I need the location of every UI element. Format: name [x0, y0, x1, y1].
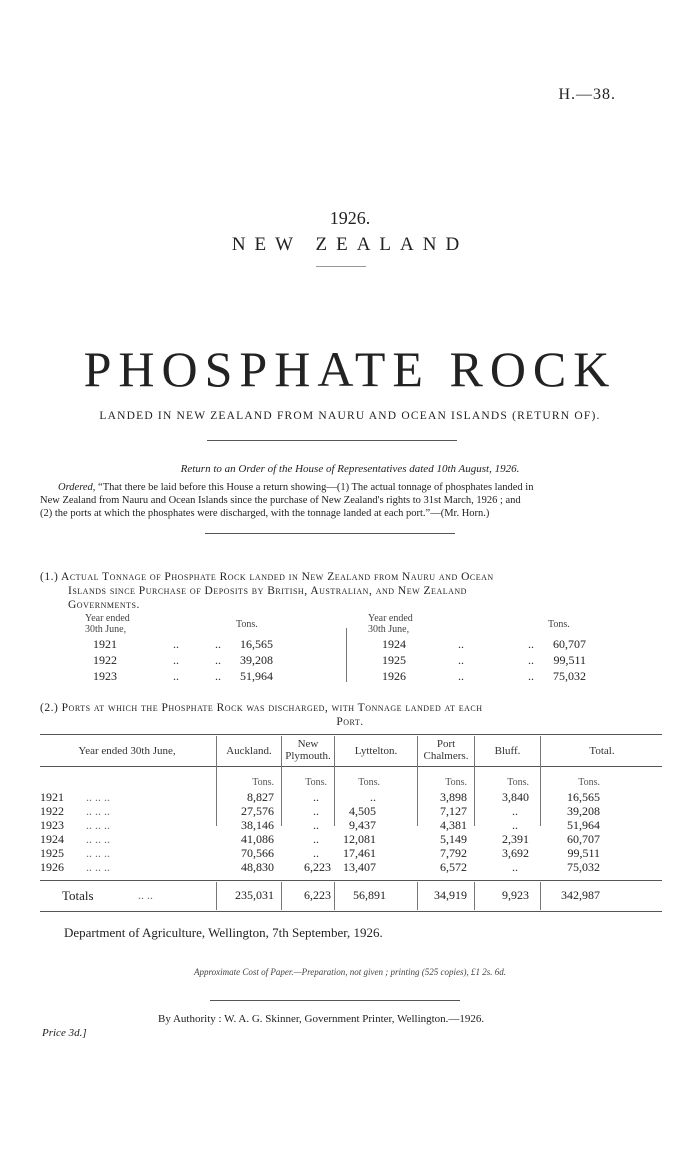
- col-divider: [540, 736, 541, 826]
- cell-port-chalmers: 5,149: [440, 832, 467, 846]
- cell-total: 99,511: [567, 846, 600, 860]
- col-divider: [417, 736, 418, 826]
- cost-of-paper: Approximate Cost of Paper.—Preparation, not given ; printing (525 copies), £1 2s. 6d.: [193, 967, 507, 977]
- col-year-label-line2: 30th June,: [368, 624, 410, 635]
- cell-total: 51,964: [567, 818, 600, 832]
- table-bottom-rule: [40, 911, 662, 912]
- row-dots: .. .. ..: [86, 804, 110, 818]
- col-divider: [281, 736, 282, 826]
- ordered-text-line2: New Zealand from Nauru and Ocean Islands since the purchase of New Zealand's rights to 31st March, 1926 ; and: [40, 495, 521, 506]
- cell-port-chalmers: 6,572: [440, 860, 467, 874]
- col-divider: [540, 882, 541, 910]
- cell-port-chalmers: 3,898: [440, 790, 467, 804]
- dots: ..: [173, 653, 179, 667]
- ordered-text-line3: (2) the ports at which the phosphates were discharged, with the tonnage landed at each port.”—(Mr. Horn.): [40, 508, 490, 519]
- col-divider: [216, 882, 217, 910]
- dots: ..: [458, 653, 464, 667]
- section1-heading-line3: Governments.: [68, 599, 140, 611]
- unit-port-chalmers: Tons.: [445, 777, 467, 788]
- department-signature: Department of Agriculture, Wellington, 7th September, 1926.: [64, 925, 383, 940]
- cell-port-chalmers: 4,381: [440, 818, 467, 832]
- table-header-rule: [40, 766, 662, 767]
- cell-lyttelton: 4,505: [349, 804, 376, 818]
- printer-authority: By Authority : W. A. G. Skinner, Government Printer, Wellington.—1926.: [158, 1013, 485, 1025]
- cell-bluff: 3,692: [502, 846, 529, 860]
- cell-auckland: 38,146: [241, 818, 274, 832]
- cell-lyttelton: 9,437: [349, 818, 376, 832]
- return-order-line: Return to an Order of the House of Representatives dated 10th August, 1926.: [180, 463, 520, 475]
- cell-total: 39,208: [567, 804, 600, 818]
- tons-cell: 75,032: [553, 669, 586, 683]
- cell-auckland: 27,576: [241, 804, 274, 818]
- dots: ..: [528, 653, 534, 667]
- cell-bluff: ..: [512, 804, 518, 818]
- row-dots: .. .. ..: [86, 846, 110, 860]
- header-port-chalmers-line2: Chalmers.: [423, 750, 469, 762]
- section1-heading-line1: (1.) Actual Tonnage of Phosphate Rock landed in New Zealand from Nauru and Ocean: [40, 571, 494, 583]
- year-cell: 1921: [93, 637, 117, 651]
- year-cell: 1923: [93, 669, 117, 683]
- header-bluff: Bluff.: [494, 745, 521, 757]
- table-top-rule: [40, 734, 662, 735]
- year-cell: 1926: [382, 669, 406, 683]
- header-new-plymouth-line2: Plymouth.: [285, 750, 331, 762]
- cell-new-plymouth: ..: [313, 818, 319, 832]
- unit-new-plymouth: Tons.: [305, 777, 327, 788]
- total-bluff: 9,923: [502, 888, 529, 902]
- cell-new-plymouth: ..: [313, 846, 319, 860]
- country-heading: NEW ZEALAND: [231, 234, 469, 255]
- header-year: Year ended 30th June,: [78, 745, 176, 757]
- header-new-plymouth: [283, 738, 333, 762]
- cell-new-plymouth: 6,223: [304, 860, 331, 874]
- row-dots: .. .. ..: [86, 832, 110, 846]
- dots: ..: [458, 637, 464, 651]
- document-reference: H.—38.: [558, 86, 616, 103]
- footer-divider: [210, 1000, 460, 1001]
- dots: ..: [173, 669, 179, 683]
- cell-auckland: 41,086: [241, 832, 274, 846]
- cell-total: 75,032: [567, 860, 600, 874]
- col-year-label-line1: Year ended: [85, 613, 130, 624]
- col-year-label-line1: Year ended: [368, 613, 413, 624]
- year-cell: 1924: [382, 637, 406, 651]
- total-auckland: 235,031: [235, 888, 274, 902]
- col-tons-label: Tons.: [236, 619, 258, 630]
- col-divider: [334, 882, 335, 910]
- row-year: 1921: [40, 790, 64, 804]
- col-year-label-line2: 30th June,: [85, 624, 127, 635]
- cell-lyttelton: 12,081: [343, 832, 376, 846]
- cell-total: 60,707: [567, 832, 600, 846]
- totals-top-rule: [40, 880, 662, 881]
- total-port-chalmers: 34,919: [434, 888, 467, 902]
- col-divider: [474, 736, 475, 826]
- dots: ..: [173, 637, 179, 651]
- ordered-label: Ordered,: [58, 482, 96, 493]
- dots: ..: [528, 637, 534, 651]
- row-dots: .. .. ..: [86, 818, 110, 832]
- title-divider: [316, 266, 366, 267]
- cell-lyttelton: 17,461: [343, 846, 376, 860]
- unit-auckland: Tons.: [252, 777, 274, 788]
- header-new-plymouth-line1: New: [297, 738, 319, 750]
- cell-port-chalmers: 7,792: [440, 846, 467, 860]
- subtitle-divider: [207, 440, 457, 441]
- section1-table-right: [368, 613, 608, 713]
- cell-bluff: 2,391: [502, 832, 529, 846]
- header-lyttelton: Lyttelton.: [354, 745, 398, 757]
- tons-cell: 99,511: [553, 653, 586, 667]
- dots: ..: [528, 669, 534, 683]
- unit-total: Tons.: [578, 777, 600, 788]
- header-port-chalmers: [419, 738, 473, 762]
- total-total: 342,987: [561, 888, 600, 902]
- section2-heading-line2: Port.: [336, 716, 364, 728]
- tons-cell: 51,964: [240, 669, 273, 683]
- ordered-paragraph: [40, 481, 680, 520]
- cell-lyttelton: ..: [370, 790, 376, 804]
- row-dots: .. .. ..: [86, 860, 110, 874]
- dots: ..: [215, 653, 221, 667]
- price: Price 3d.]: [42, 1027, 87, 1039]
- col-divider: [334, 736, 335, 826]
- dots: ..: [215, 669, 221, 683]
- document-year: 1926.: [329, 208, 371, 228]
- year-cell: 1925: [382, 653, 406, 667]
- unit-lyttelton: Tons.: [358, 777, 380, 788]
- col-divider: [474, 882, 475, 910]
- total-lyttelton: 56,891: [353, 888, 386, 902]
- col-tons-label: Tons.: [548, 619, 570, 630]
- row-year: 1925: [40, 846, 64, 860]
- unit-bluff: Tons.: [507, 777, 529, 788]
- row-year: 1923: [40, 818, 64, 832]
- section2-heading-line1: (2.) Ports at which the Phosphate Rock was discharged, with Tonnage landed at each: [40, 702, 483, 714]
- row-year: 1926: [40, 860, 64, 874]
- tons-cell: 16,565: [240, 637, 273, 651]
- tons-cell: 60,707: [553, 637, 586, 651]
- year-cell: 1922: [93, 653, 117, 667]
- cell-bluff: ..: [512, 860, 518, 874]
- cell-new-plymouth: ..: [313, 804, 319, 818]
- col-divider: [417, 882, 418, 910]
- row-dots: .. .. ..: [86, 790, 110, 804]
- cell-auckland: 70,566: [241, 846, 274, 860]
- section1-table-left: [85, 613, 325, 713]
- main-title: PHOSPHATE ROCK: [83, 341, 617, 397]
- cell-bluff: ..: [512, 818, 518, 832]
- col-divider: [281, 882, 282, 910]
- cell-lyttelton: 13,407: [343, 860, 376, 874]
- dots: ..: [215, 637, 221, 651]
- tons-cell: 39,208: [240, 653, 273, 667]
- cell-bluff: 3,840: [502, 790, 529, 804]
- total-new-plymouth: 6,223: [304, 888, 331, 902]
- cell-new-plymouth: ..: [313, 832, 319, 846]
- order-divider: [205, 533, 455, 534]
- cell-auckland: 48,830: [241, 860, 274, 874]
- cell-new-plymouth: ..: [313, 790, 319, 804]
- section1-heading-line2: Islands since Purchase of Deposits by British, Australian, and New Zealand: [68, 585, 467, 597]
- col-divider: [216, 736, 217, 826]
- row-year: 1924: [40, 832, 64, 846]
- cell-port-chalmers: 7,127: [440, 804, 467, 818]
- totals-label: Totals: [62, 888, 94, 903]
- dots: ..: [458, 669, 464, 683]
- cell-auckland: 8,827: [247, 790, 274, 804]
- ordered-text-line1: “That there be laid before this House a return showing—(1) The actual tonnage of phosphates landed in: [98, 482, 534, 493]
- section1-heading: [40, 570, 494, 612]
- header-total: Total.: [589, 745, 615, 757]
- cell-total: 16,565: [567, 790, 600, 804]
- row-year: 1922: [40, 804, 64, 818]
- header-port-chalmers-line1: Port: [436, 738, 456, 750]
- section1-table-divider: [346, 628, 347, 682]
- subtitle: LANDED IN NEW ZEALAND FROM NAURU AND OCEAN ISLANDS (RETURN OF).: [99, 410, 601, 422]
- totals-dots: .. ..: [138, 888, 153, 902]
- header-auckland: Auckland.: [226, 745, 272, 757]
